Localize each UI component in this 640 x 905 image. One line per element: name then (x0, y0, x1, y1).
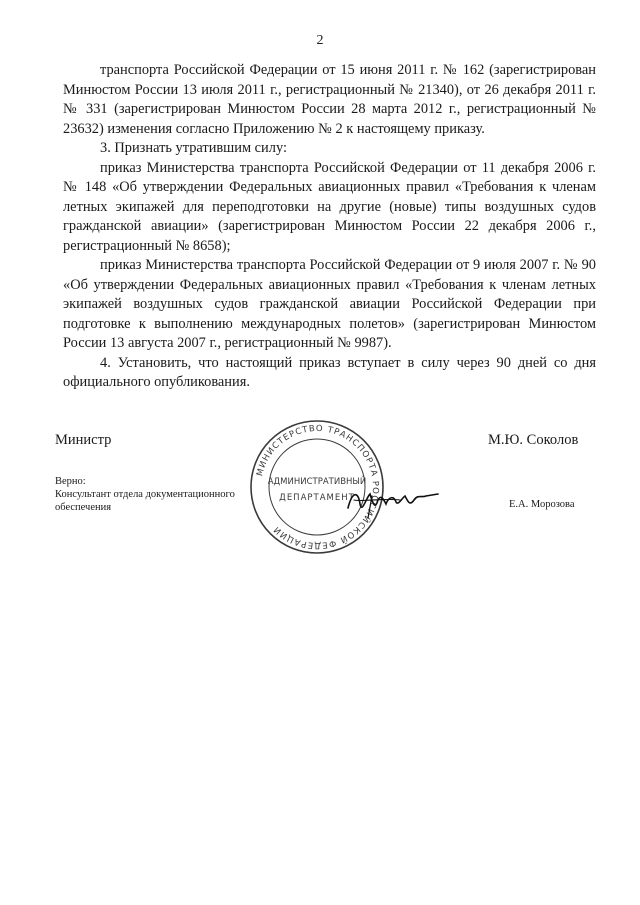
paragraph-item-3: 3. Признать утратившим силу: (100, 140, 287, 156)
signatory-title: Министр (55, 432, 112, 448)
paragraph-order-90: приказ Министерства транспорта Российской Федерации от 9 июля 2007 г. № 90 «Об утверждении Федеральных авиационных правил «Требования к членам летных экипажей воздушных судов гражданской авиации Российской Федерации при подготовке к выполнению международных полетов» (зарегистрирован Минюстом России 13 августа 2007 г., регистрационный № 9987). (63, 257, 596, 351)
handwritten-signature (342, 478, 442, 526)
certification-label: Верно: (55, 476, 86, 487)
certification-note (55, 475, 255, 514)
page-number: 2 (316, 33, 324, 48)
certifier-name: Е.А. Морозова (509, 499, 575, 510)
paragraph-order-148: приказ Министерства транспорта Российской Федерации от 11 декабря 2006 г. № 148 «Об утверждении Федеральных авиационных правил «Требования к членам летных экипажей для переподготовки на другие (новые) типы воздушных судов гражданской авиации» (зарегистрирован Минюстом России 22 декабря 2006 г., регистрационный № 8658); (63, 159, 596, 254)
signatory-name: М.Ю. Соколов (488, 432, 579, 448)
stamp-outer-text: МИНИСТЕРСТВО ТРАНСПОРТА РОССИЙСКОЙ ФЕДЕРАЦИИ (255, 423, 381, 551)
stamp-line-1: АДМИНИСТРАТИВНЫЙ (267, 477, 367, 487)
paragraph-item-4: 4. Установить, что настоящий приказ вступает в силу через 90 дней со дня официального опубликования. (63, 354, 596, 390)
paragraph-continuation: транспорта Российской Федерации от 15 июня 2011 г. № 162 (зарегистрирован Минюстом России 13 июля 2011 г., регистрационный № 21340), от 26 декабря 2011 г. № 331 (зарегистрирован Минюстом России 28 марта 2012 г., регистрационный № 23632) изменения согласно Приложению № 2 к настоящему приказу. (63, 62, 596, 137)
certification-position: Консультант отдела документационного обеспечения (55, 489, 235, 513)
stamp-line-2: ДЕПАРТАМЕНТ (279, 493, 355, 503)
